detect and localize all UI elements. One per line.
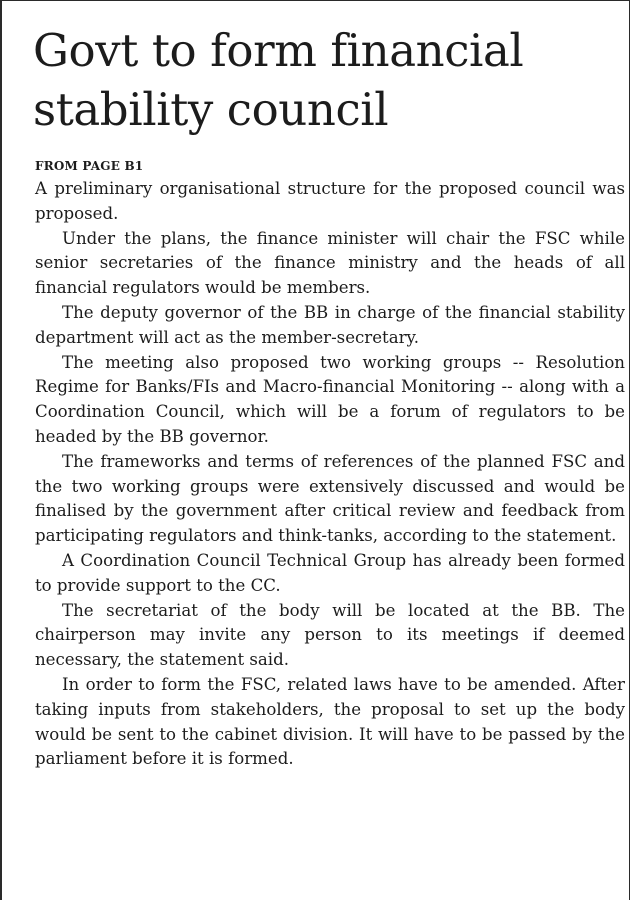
jump-line: FROM PAGE B1 bbox=[35, 159, 144, 173]
paragraph-8: In order to form the FSC, related laws have to be amended. After taking inputs from stakeholders, the proposal to set up the body would be sent to the cabinet division. It will have to be passed by the parliament before it is formed. bbox=[35, 674, 625, 769]
headline bbox=[33, 21, 623, 139]
paragraph-2: Under the plans, the finance minister will chair the FSC while senior secretaries of the finance ministry and the heads of all financial regulators would be members. bbox=[35, 228, 625, 298]
headline-line-1: Govt to form financial bbox=[33, 24, 524, 77]
paragraph-4: The meeting also proposed two working groups -- Resolution Regime for Banks/FIs and Macro-financial Monitoring -- along with a Coordination Council, which will be a forum of regulators to be headed by the BB governor. bbox=[35, 352, 625, 446]
paragraph-6: A Coordination Council Technical Group has already been formed to provide support to the CC. bbox=[35, 550, 625, 595]
paragraph-3: The deputy governor of the BB in charge of the financial stability department will act as the member-secretary. bbox=[35, 302, 625, 347]
paragraph-1: A preliminary organisational structure for the proposed council was proposed. bbox=[35, 179, 625, 223]
article-body bbox=[35, 177, 625, 772]
paragraph-5: The frameworks and terms of references of the planned FSC and the two working groups were extensively discussed and would be finalised by the government after critical review and feedback from participating regulators and think-tanks, according to the statement. bbox=[35, 451, 625, 546]
paragraph-7: The secretariat of the body will be located at the BB. The chairperson may invite any person to its meetings if deemed necessary, the statement said. bbox=[35, 600, 625, 670]
headline-line-2: stability council bbox=[33, 83, 389, 136]
